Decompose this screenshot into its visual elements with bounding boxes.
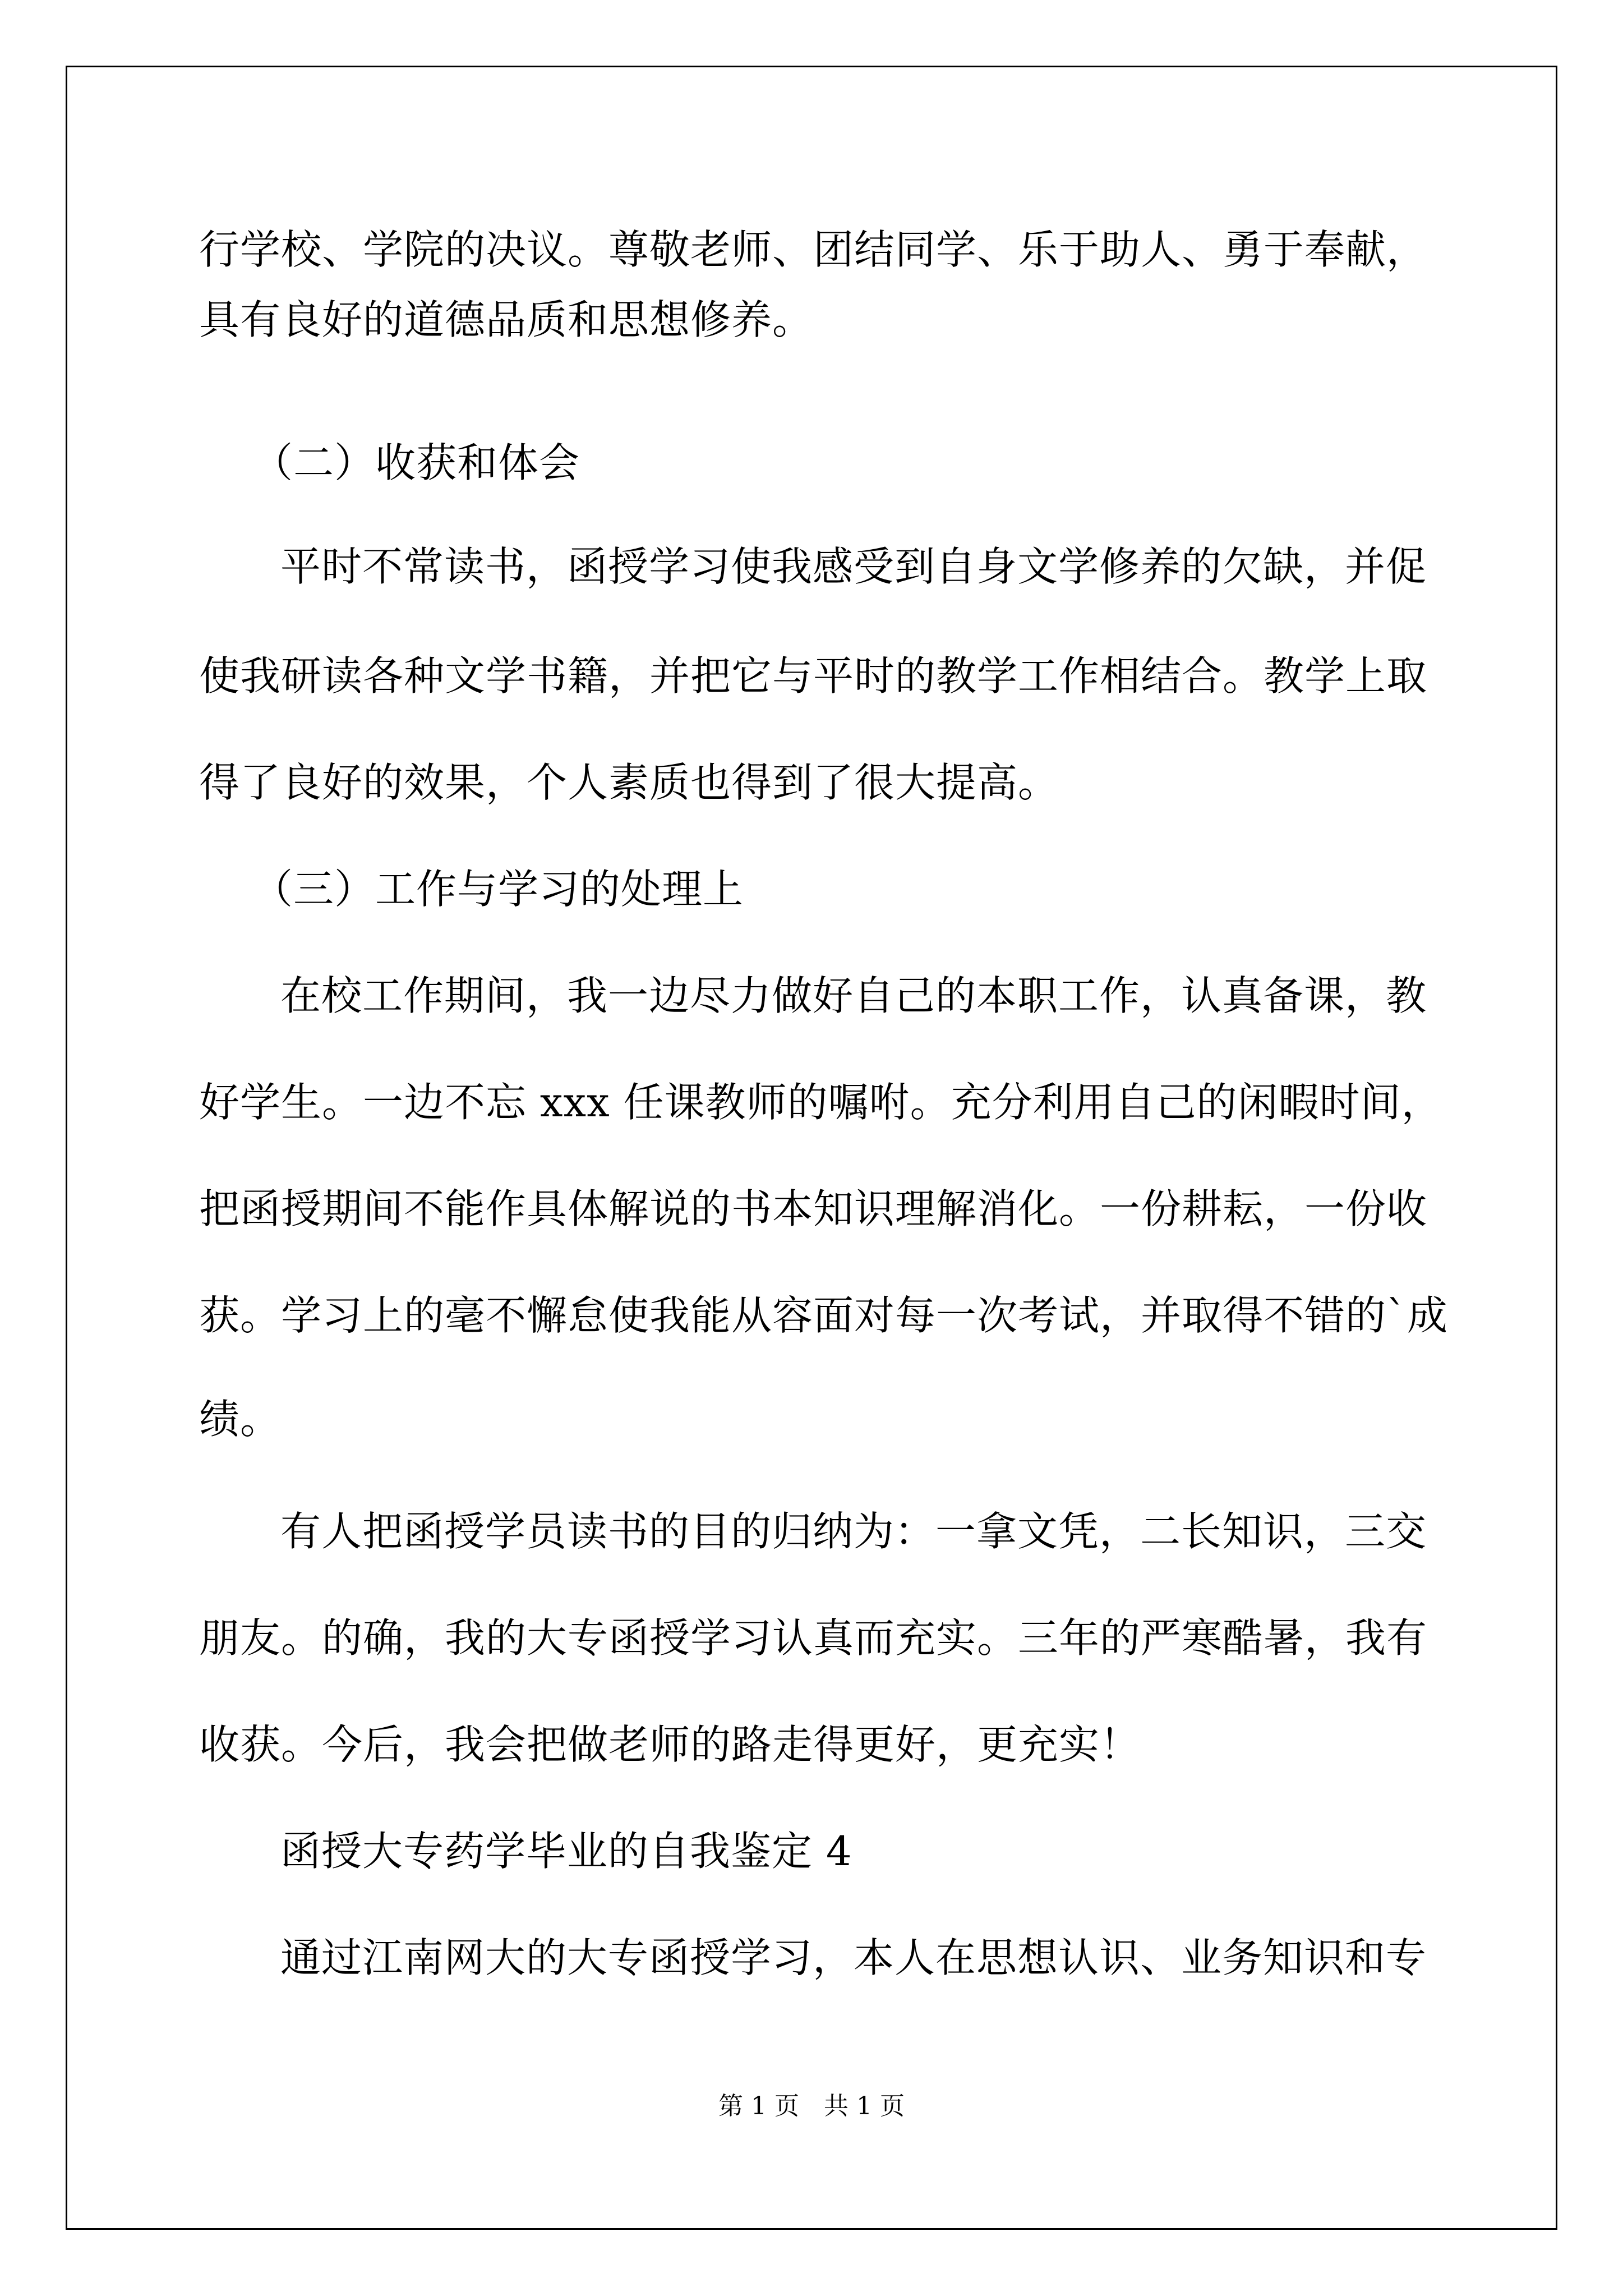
body-text-line: 有人把函授学员读书的目的归纳为：一拿文凭，二长知识，三交 [280, 1508, 1427, 1555]
body-text-line: 通过江南网大的大专函授学习，本人在思想认识、业务知识和专 [280, 1934, 1427, 1981]
body-text-line: 绩。 [199, 1396, 282, 1443]
body-text-line: 把函授期间不能作具体解说的书本知识理解消化。一份耕耘，一份收 [199, 1185, 1428, 1232]
body-text-line: 行学校、学院的决议。尊敬老师、团结同学、乐于助人、勇于奉献， [199, 226, 1428, 273]
body-text-line: 得了良好的效果，个人素质也得到了很大提高。 [199, 759, 1059, 806]
body-text-line: 在校工作期间，我一边尽力做好自己的本职工作，认真备课，教 [280, 972, 1427, 1019]
body-text-line: 朋友。的确，我的大专函授学习认真而充实。三年的严寒酷暑，我有 [199, 1614, 1428, 1662]
body-text-line: 具有良好的道德品质和思想修养。 [199, 296, 814, 343]
body-text-line: 收获。今后，我会把做老师的路走得更好，更充实！ [199, 1721, 1141, 1768]
body-text-line: 好学生。一边不忘 xxx 任课教师的嘱咐。充分利用自己的闲暇时间， [199, 1079, 1442, 1126]
document-heading: 函授大专药学毕业的自我鉴定 4 [280, 1828, 852, 1875]
section-heading: （三）工作与学习的处理上 [252, 866, 744, 913]
section-heading: （二）收获和体会 [252, 439, 580, 486]
page-border [66, 66, 1557, 2230]
body-text-line: 使我研读各种文学书籍，并把它与平时的教学工作相结合。教学上取 [199, 652, 1428, 700]
body-text-line: 获。学习上的毫不懈怠使我能从容面对每一次考试，并取得不错的`成 [199, 1292, 1449, 1339]
page-footer: 第 1 页 共 1 页 [718, 2092, 905, 2120]
body-text-line: 平时不常读书，函授学习使我感受到自身文学修养的欠缺，并促 [280, 543, 1427, 590]
